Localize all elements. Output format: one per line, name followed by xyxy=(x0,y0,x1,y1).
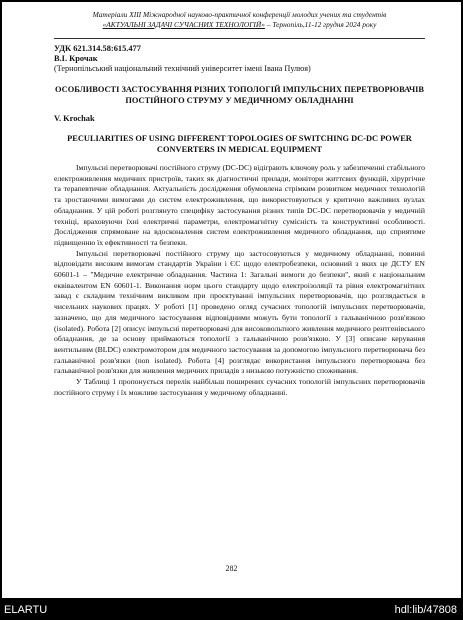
conference-line-1: Матеріали XIII Міжнародної науково-практичної конференції молодих учених та студентів xyxy=(92,10,387,19)
handle-id: hdl:lib/47808 xyxy=(394,604,457,616)
conference-place-date: – Тернопіль,11-12 грудня 2024 року xyxy=(264,20,377,29)
paragraph: Імпульсні перетворювачі постійного струму що застосовуються у медичному обладнанні, повинні відповідати високим вимогам стандартів України і ЄС щодо електробезпеки, основний з яких це ДСТУ EN 60601-1 – "Медичне електричне обладнання. Частина 1: Загальні вимоги до безпеки", який є національним еквівалентом EN 60601-1. Виконання норм цього стандарту щодо електроізоляції та рівня електромагнітних завад є складним технічним викликом при проєктуванні імпульсних перетворювачів, що розглядається в чисельних наукових працях. У роботі [1] проведено огляд сучасних топологій імпульсних перетворювачів, зазначено, що для медичного застосування відповідними можуть бути топології з гальванічною розв'язкою (isolated). Робота [2] описує імпульсні перетворювачі для високовольтного живлення медичного рентгенівського обладнання, де за основу приймаються топології з гальванічною розв'язкою. У [3] описане керування вентильним (BLDC) електромотором для медичного застосування за допомогою імпульсного перетворювача без гальванічної розв'язки (non isolated). Робота [4] розглядає використання імпульсного перетворювача без гальванічної розв'язки для живлення медичних приладів з низькою потужністю споживання. xyxy=(54,248,425,376)
title-ua: ОСОБЛИВОСТІ ЗАСТОСУВАННЯ РІЗНИХ ТОПОЛОГІЙ ІМПУЛЬСНИХ ПЕРЕТВОРЮВАЧІВ ПОСТІЙНОГО СТРУМУ У МЕДИЧНОМУ ОБЛАДНАННІ xyxy=(55,85,424,105)
conference-header xyxy=(54,10,425,30)
affiliation: (Тернопільський національний технічний університет імені Івана Пулюя) xyxy=(54,64,311,73)
conference-name: «АКТУАЛЬНІ ЗАДАЧІ СУЧАСНИХ ТЕХНОЛОГІЙ» xyxy=(102,20,265,29)
author-ua: В.І. Крочак xyxy=(54,54,98,63)
document-page xyxy=(2,2,461,598)
body-text xyxy=(54,163,425,398)
repository-name: ELARTU xyxy=(4,604,48,616)
header-rule xyxy=(54,38,425,39)
author-en: V. Krochak xyxy=(54,114,95,123)
repository-footer xyxy=(0,598,463,620)
conference-line-2 xyxy=(54,20,425,30)
title-en: PECULIARITIES OF USING DIFFERENT TOPOLOGIES OF SWITCHING DC-DC POWER CONVERTERS IN MEDICAL EQUIPMENT xyxy=(67,134,412,154)
page-number: 282 xyxy=(225,564,238,573)
paragraph: У Таблиці 1 пропонується перелік найбільш поширених сучасних топологій імпульсних перетворювачів постійного струму і їх можливе застосування у медичному обладнанні. xyxy=(54,377,425,397)
paragraph: Імпульсні перетворювачі постійного струму (DC-DC) відіграють ключову роль у забезпеченні стабільного електроживлення медичних пристроїв, таких як діагностичні прилади, монітори життєвих функцій, хірургічне та терапевтичне обладнання. Актуальність дослідження обумовлена стрімким розвитком медичних технологій та зростаючими вимогами до систем електроживлення, що використовуються у критично важливих вузлах обладнання. У цій роботі розглянуто специфіку застосування різних типів DC-DC перетворювачів у медичній техніці, враховуючи їхні електричні параметри, електромагнітну сумісність та конструктивні особливості. Дослідження спрямоване на вдосконалення систем електроживлення медичного обладнання, що сприятиме підвищенню їх ефективності та безпеки. xyxy=(54,163,425,247)
udk-code: УДК 621.314.58:615.477 xyxy=(54,44,141,53)
